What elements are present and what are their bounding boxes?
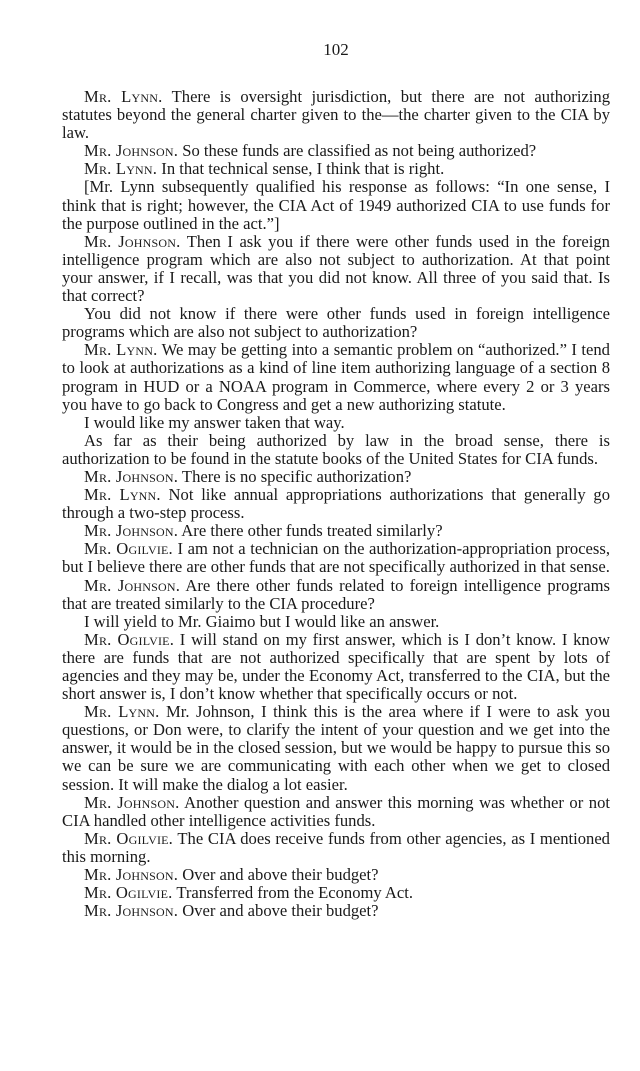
paragraph-text: Mr. Johnson, I think this is the area where if I were to ask you questions, or Don were, to clarify the intent of your question and we get into the answer, it would be in the closed session, but we would be happy to pursue this so we can be sure we are communicating with each other when we get to closed session. It will make the dialog a lot easier. [62,702,611,794]
transcript-paragraph [62,486,610,522]
speaker-name: Mr. Johnson. [84,901,179,921]
paragraph-text: I am not a technician on the authorization-appropriation process, but I believe there are other funds that are not specifically authorized in that sense. [62,539,610,577]
paragraph-text: There is no specific authorization? [178,466,412,486]
speaker-name: Mr. Lynn. [84,485,161,505]
paragraph-text: In that technical sense, I think that is right. [157,159,445,179]
paragraph-text: As far as their being authorized by law in the broad sense, there is authorization to be found in the statute books of the United States for CIA funds. [62,430,610,468]
page-number: 102 [323,40,349,59]
transcript-paragraph [62,703,610,793]
transcript-paragraph [62,522,610,540]
transcript-paragraph [62,178,610,232]
paragraph-text: Are there other funds treated similarly? [178,521,443,541]
speaker-name: Mr. Lynn. [84,340,158,360]
speaker-name: Mr. Lynn. [84,87,163,106]
paragraph-text: So these funds are classified as not being authorized? [178,141,537,161]
transcript-paragraph [62,613,610,631]
speaker-name: Mr. Johnson. [84,575,181,595]
transcript-paragraph [62,902,610,920]
paragraph-text: Transferred from the Economy Act. [172,883,414,903]
transcript-paragraph [62,794,610,830]
paragraph-text: Another question and answer this morning was whether or not CIA handled other intelligence activities funds. [62,792,610,830]
paragraph-text: Not like annual appropriations authorizations that generally go through a two-step process. [62,485,610,523]
transcript-paragraph [62,414,610,432]
transcript-paragraph [62,631,610,703]
paragraph-text: [Mr. Lynn subsequently qualified his response as follows: “In one sense, I think that is right; however, the CIA Act of 1949 authorized CIA to use funds for the purpose outlined in the act.”] [62,177,610,233]
speaker-name: Mr. Johnson. [84,141,179,161]
paragraph-text: Are there other funds related to foreign intelligence programs that are treated similarly to the CIA procedure? [62,575,610,613]
transcript-paragraph [62,830,610,866]
transcript-paragraph [62,468,610,486]
speaker-name: Mr. Ogilvie. [84,629,175,649]
paragraph-text: I will stand on my first answer, which is I don’t know. I know there are funds that are not authorized specifically that are spent by lots of agencies and they may be, under the Economy Act, transferred to the CIA, but the short answer is, I don’t know whether that specifically occurs or not. [62,629,610,704]
speaker-name: Mr. Johnson. [84,865,179,885]
transcript-paragraph [62,577,610,613]
paragraph-text: You did not know if there were other funds used in foreign intelligence programs which are also not subject to authorization? [62,304,610,342]
transcript-paragraph [62,305,610,341]
paragraph-text: Then I ask you if there were other funds used in the foreign intelligence program which are also not subject to authorization. At that point your answer, if I recall, was that you did not know. All three of you said that. Is that correct? [62,231,610,306]
speaker-name: Mr. Ogilvie. [84,539,173,559]
transcript-paragraph [62,341,610,413]
transcript-paragraph [62,160,610,178]
paragraph-text: There is oversight jurisdiction, but there are not authorizing statutes beyond the general charter given to the—the charter given to the CIA by law. [62,87,611,143]
paragraph-text: Over and above their budget? [178,901,379,921]
speaker-name: Mr. Johnson. [84,231,181,251]
speaker-name: Mr. Johnson. [84,521,179,541]
paragraph-text: I will yield to Mr. Giaimo but I would like an answer. [84,611,440,631]
transcript-paragraph [62,233,610,305]
speaker-name: Mr. Lynn. [84,159,158,179]
transcript-paragraph [62,432,610,468]
transcript-paragraph [62,540,610,576]
transcript-paragraph [62,866,610,884]
speaker-name: Mr. Johnson. [84,466,179,486]
speaker-name: Mr. Ogilvie. [84,828,174,848]
speaker-name: Mr. Johnson. [84,792,180,812]
transcript-paragraph [62,88,610,142]
transcript-paragraph [62,884,610,902]
speaker-name: Mr. Lynn. [84,702,160,722]
paragraph-text: The CIA does receive funds from other agencies, as I mentioned this morning. [62,828,610,866]
paragraph-text: We may be getting into a semantic problem on “authorized.” I tend to look at authorizations as a kind of line item authorizing language of a section 8 program in HUD or a NOAA program in Commerce, where every 2 or 3 years you have to go back to Congress and get a new authorizing statute. [62,340,610,414]
transcript-paragraph [62,142,610,160]
document-page [62,40,610,920]
paragraph-text: I would like my answer taken that way. [84,412,345,432]
hearing-transcript [62,88,610,920]
speaker-name: Mr. Ogilvie. [84,883,173,903]
paragraph-text: Over and above their budget? [178,865,379,885]
